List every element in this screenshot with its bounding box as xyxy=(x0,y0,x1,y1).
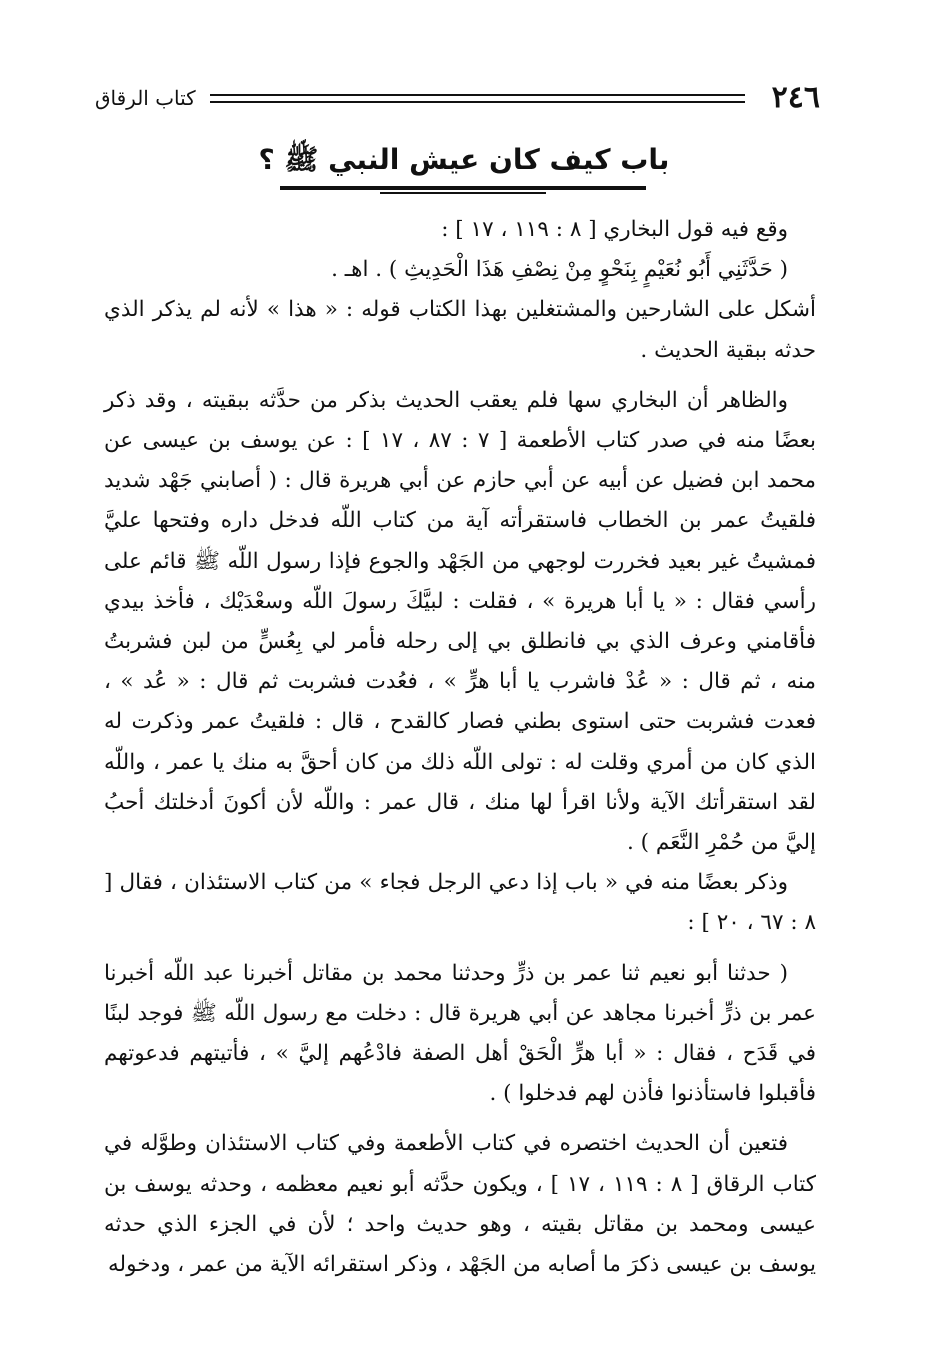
chapter-underline-thin xyxy=(380,192,546,194)
paragraph: وذكر بعضًا منه في « باب إذا دعي الرجل فجاء » من كتاب الاستئذان ، فقال [ ٨ : ٦٧ ، ٢٠ ] : xyxy=(104,870,816,936)
paragraph: فتعين أن الحديث اختصره في كتاب الأطعمة وفي كتاب الاستئذان وطوَّله في كتاب الرقاق [ ٨ : ١١٩ ، ١٧ ] ، ويكون حدَّثه أبو نعيم معظمه ، وحدثه يوسف بن عيسى ومحمد بن مقاتل بقيته ، وهو حديث واحد ؛ لأن في الجزء الذي حدثه يوسف بن عيسى ذكرَ ما أصابه من الجَهْد ، وذكر استقرائه الآية من عمر ، ودخوله xyxy=(104,1131,817,1278)
chapter-title: باب كيف كان عيش النبي ﷺ ؟ xyxy=(258,143,670,176)
page-number: ٢٤٦ xyxy=(771,80,820,115)
page-body xyxy=(104,210,816,1285)
quote-paragraph: ( حدثنا أبو نعيم ثنا عمر بن ذرٍّ وحدثنا محمد بن مقاتل أخبرنا عبد اللّه أخبرنا عمر بن ذرٍّ أخبرنا مجاهد عن أبي هريرة قال : دخلت مع رسول اللّه ﷺ فوجد لبنًا في قَدَح ، فقال : « أبا هرٍّ الْحَقْ أهل الصفة فادْعُهم إليَّ » ، فأتيتهم فدعوتهم فأقبلوا فاستأذنوا فأذن لهم فدخلوا ) . xyxy=(104,960,816,1107)
running-header xyxy=(95,78,820,118)
paragraph: وقع فيه قول البخاري [ ٨ : ١١٩ ، ١٧ ] : xyxy=(441,217,788,242)
book-title: كتاب الرقاق xyxy=(95,86,196,110)
chapter-underline xyxy=(280,186,646,190)
chapter-heading xyxy=(0,138,928,182)
paragraph: أشكل على الشارحين والمشتغلين بهذا الكتاب قوله : « هذا » لأنه لم يذكر الذي حدثه ببقية الحديث . xyxy=(104,297,816,363)
paragraph: والظاهر أن البخاري سها فلم يعقب الحديث بذكر من حدَّثه ببقيته ، وقد ذكر بعضًا منه في صدر كتاب الأطعمة [ ٧ : ٨٧ ، ١٧ ] : عن يوسف بن عيسى عن محمد ابن فضيل عن أبيه عن أبي حازم عن أبي هريرة قال : ( أصابني جَهْد شديد فلقيتُ عمر بن الخطاب فاستقرأته آية من كتاب اللّه فدخل داره وفتحها عليَّ فمشيتُ غير بعيد فخررت لوجهي من الجَهْد والجوع فإذا رسول اللّه ﷺ قائم على رأسي فقال : « يا أبا هريرة » ، فقلت : لبيَّكَ رسولَ اللّه وسعْدَيْك ، فأخذ بيدي فأقامني وعرف الذي بي فانطلق بي إلى رحله فأمر لي بِعُسٍّ من لبن فشربتُ منه ، ثم قال : « عُدْ فاشرب يا أبا هرٍّ » ، فعُدت فشربت ثم قال : « عُد » ، فعدت فشربت حتى استوى بطني فصار كالقدح ، قال : فلقيتُ عمر وذكرت له الذي كان من أمري وقلت له : تولى اللّه ذلك من كان أحقَّ به منك يا عمر ، واللّه لقد استقرأتك الآية ولأنا اقرأ لها منك ، قال عمر : واللّه لأن أكونَ أدخلتك أحبُ إليَّ من حُمْرِ النَّعَم ) . xyxy=(104,387,816,856)
quote-paragraph: ( حَدَّثَنِي أَبُو نُعَيْمٍ بِنَحْوٍ مِنْ نِصْفِ هَذَا الْحَدِيثِ ) . اهـ . xyxy=(331,257,788,283)
header-rule xyxy=(210,94,745,103)
